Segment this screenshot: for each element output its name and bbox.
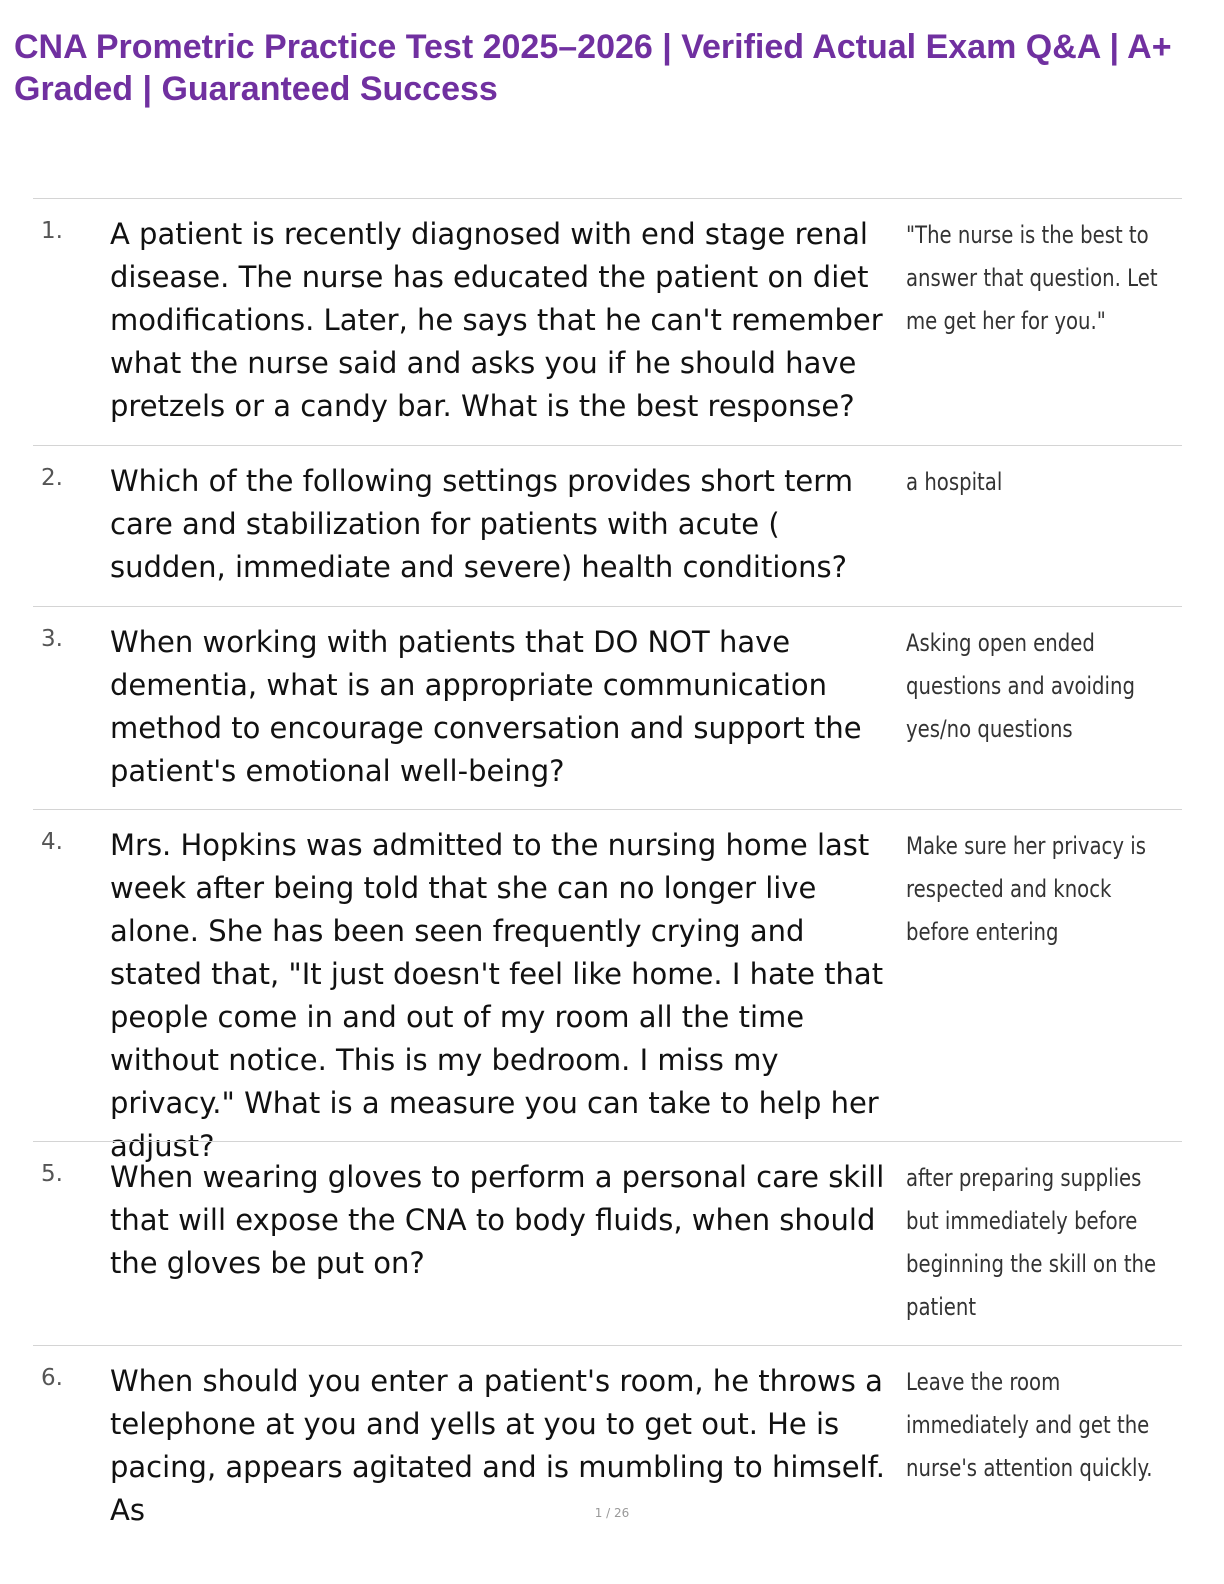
document-title: CNA Prometric Practice Test 2025–2026 | Verified Actual Exam Q&A | A+ Graded | Guaranteed Success bbox=[14, 28, 1172, 108]
question-number: 3. bbox=[41, 626, 63, 652]
question-number: 5. bbox=[41, 1161, 63, 1187]
qa-row bbox=[33, 809, 1182, 1163]
answer-text: Make sure her privacy is respected and knock before entering bbox=[906, 832, 1146, 946]
answer-text: a hospital bbox=[906, 468, 1003, 496]
answer-text: "The nurse is the best to answer that question. Let me get her for you." bbox=[906, 221, 1158, 335]
question-text: Mrs. Hopkins was admitted to the nursing home last week after being told that she can no longer live alone. She has been seen frequently crying and stated that, "It just doesn't feel like home. I hate that people come in and out of my room all the time without notice. This is my bedroom. I miss my privacy." What is a measure you can take to help her adjust? bbox=[110, 828, 884, 1163]
answer-text: after preparing supplies but immediately before beginning the skill on the patient bbox=[906, 1164, 1157, 1321]
qa-row bbox=[33, 1141, 1182, 1345]
qa-row bbox=[33, 445, 1182, 606]
qa-row bbox=[33, 198, 1182, 445]
question-text: When working with patients that DO NOT have dementia, what is an appropriate communication method to encourage conversation and support the patient's emotional well-being? bbox=[110, 625, 862, 788]
question-text: When should you enter a patient's room, he throws a telephone at you and yells at you to get out. He is pacing, appears agitated and is mumbling to himself. As bbox=[110, 1364, 885, 1527]
question-number: 6. bbox=[41, 1365, 63, 1391]
qa-row bbox=[33, 606, 1182, 809]
question-text: A patient is recently diagnosed with end stage renal disease. The nurse has educated the patient on diet modifications. Later, he says that he can't remember what the nurse said and asks you if he should have pretzels or a candy bar. What is the best response? bbox=[110, 217, 883, 423]
answer-text: Leave the room immediately and get the nurse's attention quickly. bbox=[906, 1368, 1153, 1482]
question-number: 2. bbox=[41, 465, 63, 491]
answer-text: Asking open ended questions and avoiding yes/no questions bbox=[906, 629, 1135, 743]
question-number: 4. bbox=[41, 829, 63, 855]
question-text: When wearing gloves to perform a personal care skill that will expose the CNA to body fluids, when should the gloves be put on? bbox=[110, 1160, 885, 1280]
question-number: 1. bbox=[41, 218, 63, 244]
page-indicator: 1 / 26 bbox=[594, 1506, 630, 1520]
question-text: Which of the following settings provides short term care and stabilization for patients with acute ( sudden, immediate and severe) health conditions? bbox=[110, 464, 853, 584]
